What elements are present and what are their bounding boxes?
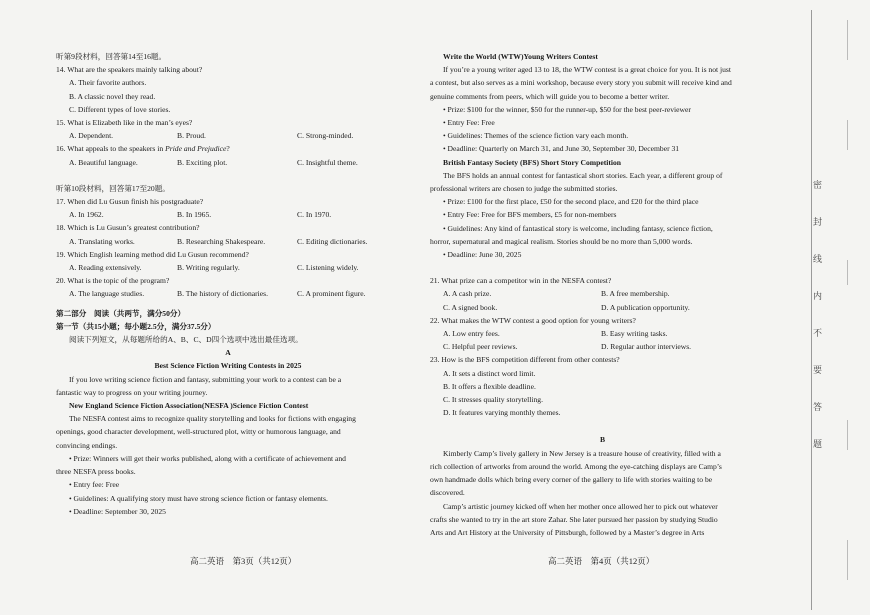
option-18c: C. Editing dictionaries.	[297, 236, 368, 246]
option-21a: A. A cash prize.	[443, 289, 492, 299]
nesfa-deadline: • Deadline: September 30, 2025	[69, 506, 166, 516]
margin-tick	[847, 20, 848, 60]
passage-b-line3: own handmade dolls which bring every corner of the gallery to life with stories waiting to be	[430, 475, 713, 485]
option-17b: B. In 1965.	[177, 210, 212, 220]
question-21-options-row1	[430, 287, 775, 300]
bfs-entry-fee: • Entry Fee: Free for BFS members, £5 for non-members	[443, 210, 617, 220]
option-18b: B. Researching Shakespeare.	[177, 236, 266, 246]
question-21: 21. What prize can a competitor win in the NESFA contest?	[430, 276, 612, 286]
nesfa-entry-fee: • Entry fee: Free	[69, 480, 120, 490]
passage-b-line2: rich collection of artworks from around the world. Among the eye-catching displays are Camp’s	[430, 461, 722, 471]
question-22-options-row1	[430, 327, 775, 340]
question-20: 20. What is the topic of the program?	[56, 276, 170, 286]
listening-section-10-heading: 听第10段材料，回答第17至20题。	[56, 183, 170, 193]
option-16b: B. Exciting plot.	[177, 157, 228, 167]
passage-b-line5: Camp’s artistic journey kicked off when her mother once allowed her to pick out whatever	[443, 501, 718, 511]
passage-a-intro-line1: If you love writing science fiction and fantasy, submitting your work to a contest can be a	[69, 374, 342, 384]
option-18a: A. Translating works.	[69, 236, 135, 246]
option-19b: B. Writing regularly.	[177, 263, 240, 273]
option-22c: C. Helpful peer reviews.	[443, 342, 518, 352]
option-14a: A. Their favorite authors.	[69, 78, 147, 88]
option-15c: C. Strong-minded.	[297, 131, 354, 141]
wtw-entry-fee: • Entry Fee: Free	[443, 118, 495, 128]
listening-section-9-heading: 听第9段材料，回答第14至16题。	[56, 52, 167, 61]
passage-b-line4: discovered.	[430, 488, 465, 498]
question-16-options	[56, 156, 400, 169]
question-22-options-row2	[430, 340, 775, 353]
nesfa-line3: convincing endings.	[56, 440, 118, 450]
wtw-line3: genuine comments from peers, which will guide you to become a better writer.	[430, 91, 670, 101]
wtw-title: Write the World (WTW)Young Writers Contest	[443, 52, 598, 61]
option-22a: A. Low entry fees.	[443, 329, 500, 339]
option-16c: C. Insightful theme.	[297, 157, 358, 167]
question-14: 14. What are the speakers mainly talking about?	[56, 65, 203, 75]
right-column	[430, 50, 775, 539]
passage-b-label: B	[599, 435, 606, 445]
nesfa-line2: openings, good character development, well-structured plot, witty or humorous language, and	[56, 427, 341, 437]
book-title: Pride and Prejudice	[165, 144, 227, 154]
option-22b: B. Easy writing tasks.	[601, 329, 668, 339]
wtw-guidelines: • Guidelines: Themes of the science fiction vary each month.	[443, 131, 629, 141]
question-22: 22. What makes the WTW contest a good option for young writers?	[430, 315, 636, 325]
option-19a: A. Reading extensively.	[69, 263, 142, 273]
bfs-prize: • Prize: £100 for the first place, £50 for the second place, and £20 for the third place	[443, 197, 699, 207]
option-23b: B. It offers a flexible deadline.	[443, 381, 536, 391]
passage-b-line6: crafts she wanted to try in the art store Zahar. She later pursued her passion by studying Studio	[430, 514, 718, 524]
option-14c: C. Different types of love stories.	[69, 104, 171, 114]
question-18: 18. Which is Lu Gusun’s greatest contribution?	[56, 223, 200, 233]
option-20a: A. The language studies.	[69, 289, 145, 299]
bfs-guidelines-line1: • Guidelines: Any kind of fantastical story is welcome, including fantasy, science fiction,	[443, 223, 713, 233]
option-21d: D. A publication opportunity.	[601, 302, 690, 312]
option-23d: D. It features varying monthly themes.	[443, 408, 561, 418]
margin-tick	[847, 540, 848, 580]
question-19: 19. Which English learning method did Lu Gusun recommend?	[56, 249, 249, 259]
margin-tick	[847, 120, 848, 150]
nesfa-guidelines: • Guidelines: A qualifying story must have strong science fiction or fantasy elements.	[69, 493, 328, 503]
wtw-line2: a contest, but also serves as a mini workshop, because every story you submit will receive kind and	[430, 78, 732, 88]
option-15a: A. Dependent.	[69, 131, 114, 141]
option-16a: A. Beautiful language.	[69, 157, 138, 167]
passage-a-title: Best Science Fiction Writing Contests in 2025	[154, 361, 302, 371]
nesfa-line1: The NESFA contest aims to recognize quality storytelling and looks for fictions with engaging	[69, 414, 356, 424]
option-17a: A. In 1962.	[69, 210, 104, 220]
page-4-footer: 高二英语 第4页（共12页）	[548, 556, 655, 566]
question-21-options-row2	[430, 301, 775, 314]
question-17: 17. When did Lu Gusun finish his postgraduate?	[56, 197, 204, 207]
passage-a-intro-line2: fantastic way to progress on your writing journey.	[56, 387, 208, 397]
question-18-options	[56, 235, 400, 248]
question-23: 23. How is the BFS competition different from other contests?	[430, 355, 620, 365]
option-19c: C. Listening widely.	[297, 263, 359, 273]
margin-tick	[847, 260, 848, 285]
reading-instructions: 阅读下列短文，从每题所给的A、B、C、D四个选项中选出最佳选项。	[69, 335, 303, 345]
question-16: 16. What appeals to the speakers in Pride and Prejudice?	[56, 144, 230, 154]
option-23a: A. It sets a distinct word limit.	[443, 368, 536, 378]
question-19-options	[56, 261, 400, 274]
page-3-footer: 高二英语 第3页（共12页）	[190, 556, 297, 566]
wtw-line1: If you’re a young writer aged 13 to 18, the WTW contest is a great choice for you. It is not just	[443, 65, 731, 75]
question-15: 15. What is Elizabeth like in the man’s eyes?	[56, 118, 193, 128]
wtw-prize: • Prize: $100 for the winner, $50 for the runner-up, $50 for the best peer-reviewer	[443, 104, 691, 114]
question-20-options	[56, 287, 400, 300]
passage-b-line7: Arts and Art History at the University of Pittsburgh, followed by a Master’s degree in Arts	[430, 527, 705, 537]
option-20b: B. The history of dictionaries.	[177, 289, 268, 299]
passage-b-line1: Kimberly Camp’s lively gallery in New Jersey is a treasure house of creativity, filled with a	[443, 448, 721, 458]
question-17-options	[56, 208, 400, 221]
bfs-title: British Fantasy Society (BFS) Short Story Competition	[443, 157, 622, 167]
binding-margin	[795, 0, 870, 615]
option-21c: C. A signed book.	[443, 302, 498, 312]
passage-a-label: A	[225, 348, 231, 358]
left-column	[56, 50, 400, 518]
bfs-line2: professional writers are chosen to judge the submitted stories.	[430, 184, 618, 194]
section-one-heading: 第一节（共15小题；每小题2.5分，满分37.5分）	[56, 321, 216, 331]
option-23c: C. It stresses quality storytelling.	[443, 395, 543, 405]
option-22d: D. Regular author interviews.	[601, 342, 692, 352]
option-15b: B. Proud.	[177, 131, 206, 141]
wtw-deadline: • Deadline: Quarterly on March 31, and June 30, September 30, December 31	[443, 144, 680, 154]
nesfa-prize-line1: • Prize: Winners will get their works published, along with a certificate of achievement and	[69, 453, 346, 463]
bfs-deadline: • Deadline: June 30, 2025	[443, 250, 522, 260]
option-14b: B. A classic novel they read.	[69, 91, 156, 101]
bfs-line1: The BFS holds an annual contest for fantastical short stories. Each year, a different group of	[443, 170, 723, 180]
option-20c: C. A prominent figure.	[297, 289, 366, 299]
seal-line-notice: 密封线内不要答题	[812, 180, 822, 476]
bfs-guidelines-line2: horror, supernatural and magical realism. Stories should be no more than 5,000 words.	[430, 236, 693, 246]
question-15-options	[56, 129, 400, 142]
option-17c: C. In 1970.	[297, 210, 332, 220]
nesfa-prize-line2: three NESFA press books.	[56, 467, 136, 477]
part-two-heading: 第二部分 阅读（共两节，满分50分）	[56, 308, 186, 318]
option-21b: B. A free membership.	[601, 289, 670, 299]
nesfa-title: New England Science Fiction Association(NESFA )Science Fiction Contest	[69, 401, 309, 411]
margin-tick	[847, 420, 848, 450]
